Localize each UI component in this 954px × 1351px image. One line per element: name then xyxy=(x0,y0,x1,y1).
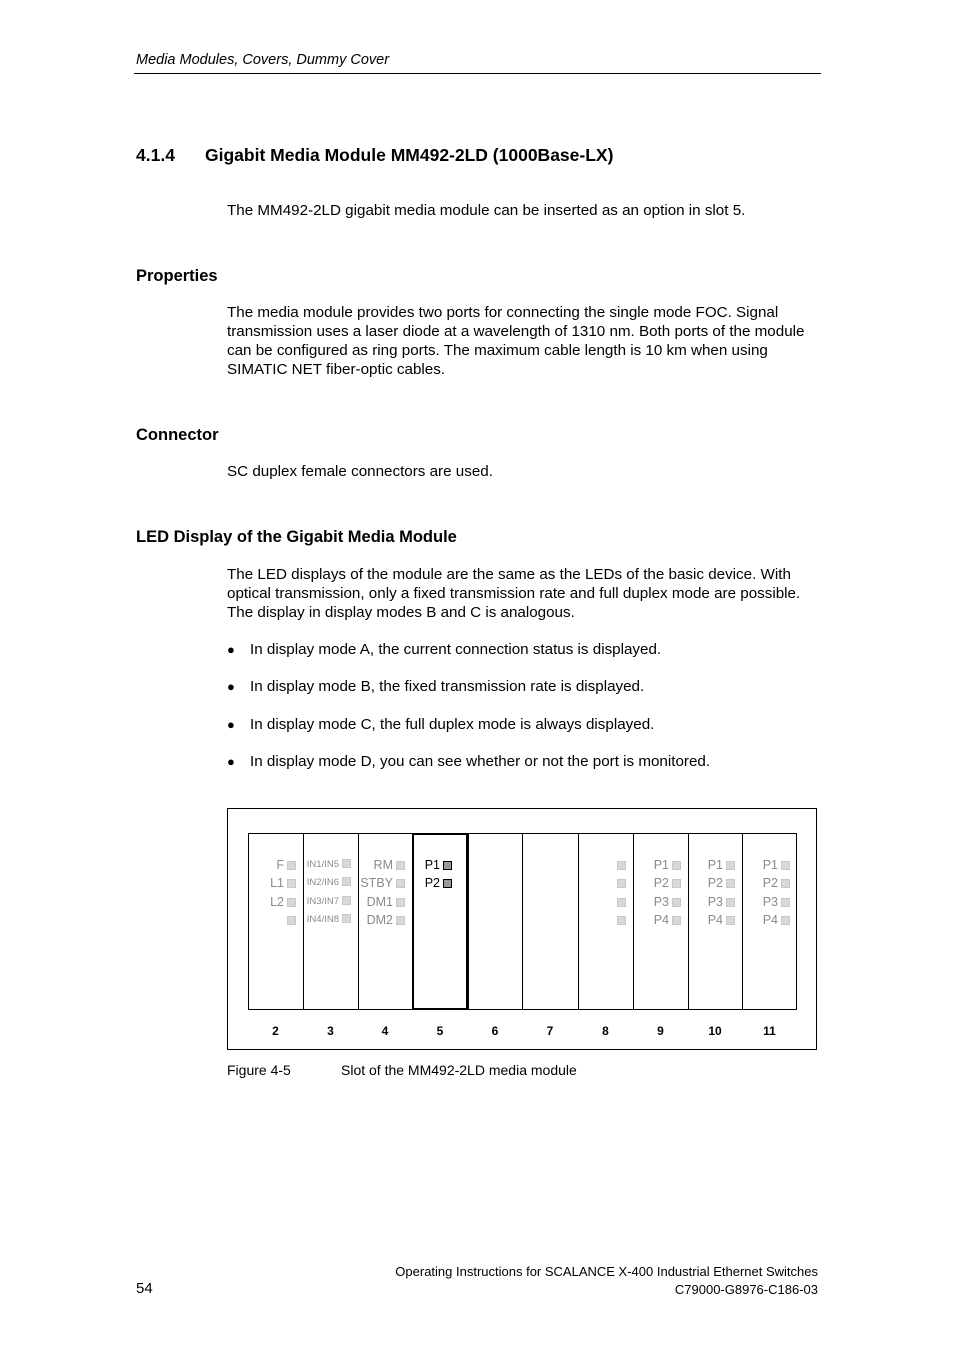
led-indicator-icon xyxy=(396,861,405,870)
led-slot-9-row-3 xyxy=(633,893,681,911)
led-slot-10-row-3 xyxy=(688,893,735,911)
led-slot-10-row-4 xyxy=(688,911,735,929)
properties-paragraph: The media module provides two ports for connecting the single mode FOC. Signal transmission uses a laser diode at a wavelength of 1310 nm. Both ports of the module can be configured as ring ports. The maximum cable length is 10 km when using SIMATIC NET fiber-optic cables. xyxy=(227,304,805,378)
led-slot-10-row-1 xyxy=(688,856,735,874)
led-indicator-icon xyxy=(672,879,681,888)
led-indicator-icon xyxy=(726,879,735,888)
slot-number-label: 9 xyxy=(657,1024,664,1038)
footer-doc-title: Operating Instructions for SCALANCE X-400 Industrial Ethernet Switches xyxy=(395,1264,818,1279)
led-label: L1 xyxy=(270,876,284,890)
led-indicator-icon xyxy=(287,916,296,925)
section-number: 4.1.4 xyxy=(136,145,175,165)
led-label: P2 xyxy=(762,876,778,890)
led-label: IN4/IN8 xyxy=(306,914,339,925)
bullet-dot-icon: ● xyxy=(227,754,235,769)
page-number: 54 xyxy=(136,1280,153,1297)
led-indicator-icon xyxy=(672,898,681,907)
led-slot-9-row-1 xyxy=(633,856,681,874)
led-label: DM2 xyxy=(366,913,393,927)
connector-paragraph: SC duplex female connectors are used. xyxy=(227,463,493,480)
led-label: RM xyxy=(373,858,393,872)
led-indicator-icon xyxy=(443,879,452,888)
led-indicator-icon xyxy=(617,861,626,870)
running-head: Media Modules, Covers, Dummy Cover xyxy=(136,52,390,68)
led-label: DM1 xyxy=(366,895,393,909)
led-display-paragraph: The LED displays of the module are the same as the LEDs of the basic device. With optical transmission, only a fixed transmission rate and full duplex mode are possible. The display in display modes B and C is analogous. xyxy=(227,566,801,621)
led-indicator-icon xyxy=(287,879,296,888)
led-slot-4-row-4 xyxy=(358,911,405,929)
led-slot-3-row-1 xyxy=(303,856,351,874)
led-indicator-icon xyxy=(781,916,790,925)
bullet-item: ● In display mode C, the full duplex mode is always displayed. xyxy=(227,716,655,733)
led-label: P1 xyxy=(762,858,778,872)
led-indicator-icon xyxy=(396,898,405,907)
section-title xyxy=(136,145,613,166)
slot-number-label: 4 xyxy=(381,1024,389,1038)
led-slot-2-row-2 xyxy=(248,874,296,892)
led-slot-11-row-2 xyxy=(742,874,790,892)
led-indicator-icon xyxy=(726,898,735,907)
led-label: P2 xyxy=(707,876,723,890)
led-indicator-icon xyxy=(726,861,735,870)
led-slot-2-row-3 xyxy=(248,893,296,911)
slot-number-label: 3 xyxy=(327,1024,334,1038)
led-slot-4-row-1 xyxy=(358,856,405,874)
led-slot-4-row-2 xyxy=(358,874,405,892)
led-label: P4 xyxy=(762,913,778,927)
led-slot-8-row-2 xyxy=(578,874,626,892)
led-slot-8-row-3 xyxy=(578,893,626,911)
bullet-item: ● In display mode D, you can see whether or not the port is monitored. xyxy=(227,753,711,770)
connector-heading: Connector xyxy=(136,426,219,444)
led-slot-11-row-4 xyxy=(742,911,790,929)
led-slot-2-row-1 xyxy=(248,856,296,874)
figure-caption-label: Figure 4-5 xyxy=(227,1062,291,1078)
slot-number-label: 11 xyxy=(763,1024,776,1038)
properties-heading: Properties xyxy=(136,267,218,285)
led-display-heading: LED Display of the Gigabit Media Module xyxy=(136,528,457,546)
led-indicator-icon xyxy=(781,879,790,888)
led-label: P2 xyxy=(424,876,440,890)
led-label: P3 xyxy=(653,895,669,909)
slot-number-label: 7 xyxy=(546,1024,554,1038)
led-label: IN3/IN7 xyxy=(306,896,339,907)
led-indicator-icon xyxy=(781,861,790,870)
led-slot-9-row-4 xyxy=(633,911,681,929)
led-indicator-icon xyxy=(396,916,405,925)
led-indicator-icon xyxy=(342,896,351,905)
header-rule xyxy=(134,73,821,74)
slot-number-label: 8 xyxy=(602,1024,609,1038)
led-slot-8-row-1 xyxy=(578,856,626,874)
led-label: STBY xyxy=(360,876,393,890)
led-slot-3-row-4 xyxy=(303,911,351,929)
bullet-dot-icon: ● xyxy=(227,679,235,694)
led-indicator-icon xyxy=(342,877,351,886)
led-slot-3-row-2 xyxy=(303,874,351,892)
led-indicator-icon xyxy=(617,898,626,907)
bullet-item: ● In display mode A, the current connection status is displayed. xyxy=(227,641,662,658)
slot-7 xyxy=(522,833,578,1010)
led-label: P4 xyxy=(707,913,723,927)
led-label: P2 xyxy=(653,876,669,890)
led-label: P4 xyxy=(653,913,669,927)
led-slot-10-row-2 xyxy=(688,874,735,892)
led-slot-8-row-4 xyxy=(578,911,626,929)
led-indicator-icon xyxy=(726,916,735,925)
slot-number-label: 5 xyxy=(436,1024,444,1038)
led-slot-9-row-2 xyxy=(633,874,681,892)
slot-number-label: 10 xyxy=(708,1024,722,1038)
led-indicator-icon xyxy=(672,916,681,925)
led-slot-11-row-1 xyxy=(742,856,790,874)
led-slot-5-row-2 xyxy=(412,874,452,892)
led-slot-2-row-4 xyxy=(248,911,296,929)
intro-paragraph: The MM492-2LD gigabit media module can be inserted as an option in slot 5. xyxy=(227,202,746,219)
led-slot-3-row-3 xyxy=(303,893,351,911)
led-label: L2 xyxy=(270,895,284,909)
bullet-dot-icon: ● xyxy=(227,717,235,732)
footer-doc-number: C79000-G8976-C186-03 xyxy=(674,1282,818,1297)
led-label: IN1/IN5 xyxy=(306,859,339,870)
led-slot-4-row-3 xyxy=(358,893,405,911)
led-label: P3 xyxy=(707,895,723,909)
led-label: F xyxy=(276,858,284,872)
figure-caption-text: Slot of the MM492-2LD media module xyxy=(341,1062,577,1078)
led-label: IN2/IN6 xyxy=(306,877,339,888)
bullet-dot-icon: ● xyxy=(227,642,235,657)
led-indicator-icon xyxy=(342,859,351,868)
led-slot-5-row-1 xyxy=(412,856,452,874)
led-indicator-icon xyxy=(617,879,626,888)
led-indicator-icon xyxy=(396,879,405,888)
led-label: P3 xyxy=(762,895,778,909)
led-indicator-icon xyxy=(287,861,296,870)
led-indicator-icon xyxy=(443,861,452,870)
section-title-text: Gigabit Media Module MM492-2LD (1000Base-LX) xyxy=(205,145,614,165)
slot-number-label: 6 xyxy=(491,1024,499,1038)
led-slot-11-row-3 xyxy=(742,893,790,911)
led-label: P1 xyxy=(424,858,440,872)
led-indicator-icon xyxy=(781,898,790,907)
slot-number-label: 2 xyxy=(272,1024,279,1038)
slot-6 xyxy=(468,833,522,1010)
led-indicator-icon xyxy=(287,898,296,907)
led-label: P1 xyxy=(707,858,723,872)
led-label: P1 xyxy=(653,858,669,872)
led-indicator-icon xyxy=(672,861,681,870)
bullet-item: ● In display mode B, the fixed transmission rate is displayed. xyxy=(227,678,645,695)
led-indicator-icon xyxy=(342,914,351,923)
led-indicator-icon xyxy=(617,916,626,925)
